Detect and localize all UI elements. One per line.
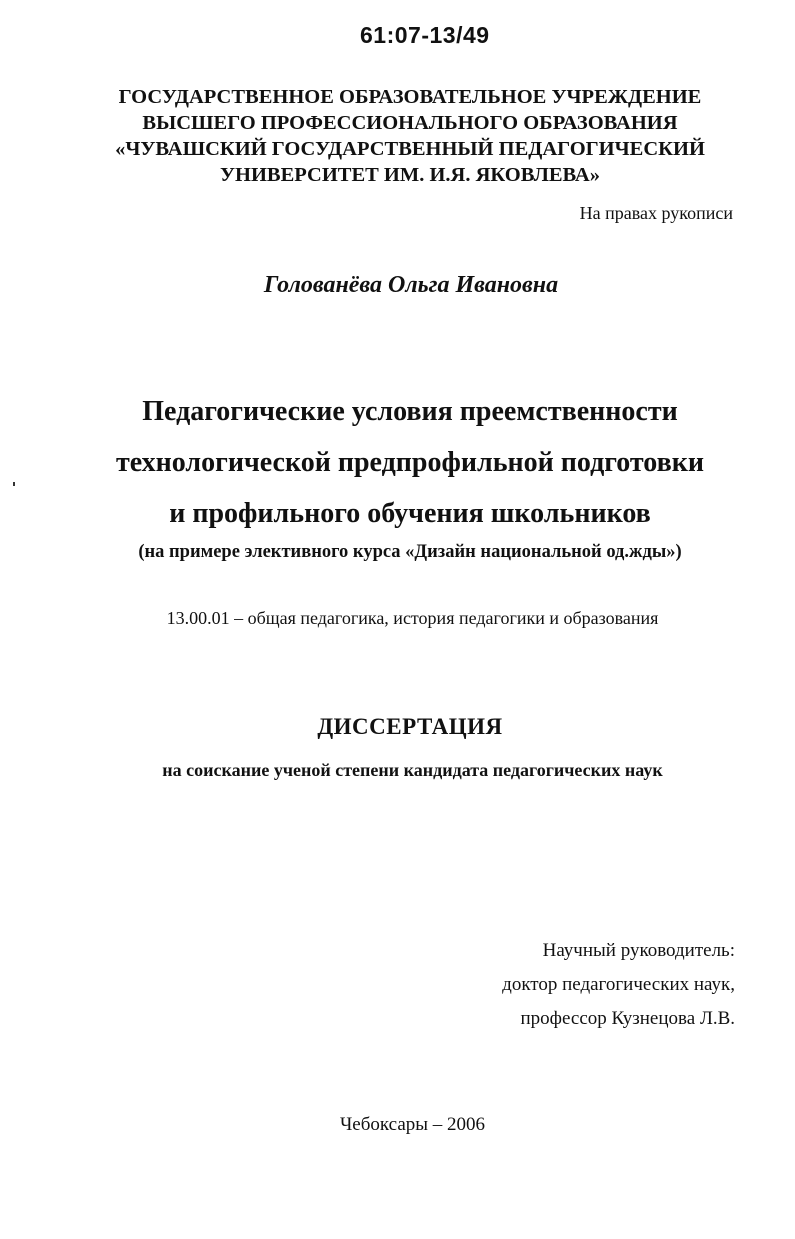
degree-statement: на соискание ученой степени кандидата педагогических наук xyxy=(162,760,663,780)
manuscript-rights-note: На правах рукописи xyxy=(579,203,733,223)
title-line: и профильного обучения школьников xyxy=(169,498,651,529)
institution-line: ГОСУДАРСТВЕННОЕ ОБРАЗОВАТЕЛЬНОЕ УЧРЕЖДЕНИЕ xyxy=(118,86,702,108)
city-year: Чебоксары – 2006 xyxy=(339,1114,486,1135)
supervisor-line: доктор педагогических наук, xyxy=(502,974,735,995)
specialty-code: 13.00.01 – общая педагогика, история педагогики и образования xyxy=(166,608,659,628)
supervisor-line: профессор Кузнецова Л.В. xyxy=(520,1008,735,1029)
title-line: Педагогические условия преемственности xyxy=(142,396,678,427)
author-name: Голованёва Ольга Ивановна xyxy=(263,272,559,298)
institution-line: ВЫСШЕГО ПРОФЕССИОНАЛЬНОГО ОБРАЗОВАНИЯ xyxy=(142,112,678,134)
document-type: ДИССЕРТАЦИЯ xyxy=(317,714,503,739)
institution-name xyxy=(30,84,790,188)
title-line: технологической предпрофильной подготовки xyxy=(116,447,704,478)
dissertation-subtitle: (на примере элективного курса «Дизайн национальной од.жды») xyxy=(138,542,682,562)
supervisor-line: Научный руководитель: xyxy=(542,940,735,961)
institution-line: «ЧУВАШСКИЙ ГОСУДАРСТВЕННЫЙ ПЕДАГОГИЧЕСКИЙ xyxy=(115,138,705,160)
dissertation-title xyxy=(20,386,795,539)
scientific-supervisor xyxy=(502,934,735,1036)
library-stamp-number: 61:07-13/49 xyxy=(360,22,490,48)
scan-speck xyxy=(13,482,15,486)
institution-line: УНИВЕРСИТЕТ ИМ. И.Я. ЯКОВЛЕВА» xyxy=(219,164,600,186)
